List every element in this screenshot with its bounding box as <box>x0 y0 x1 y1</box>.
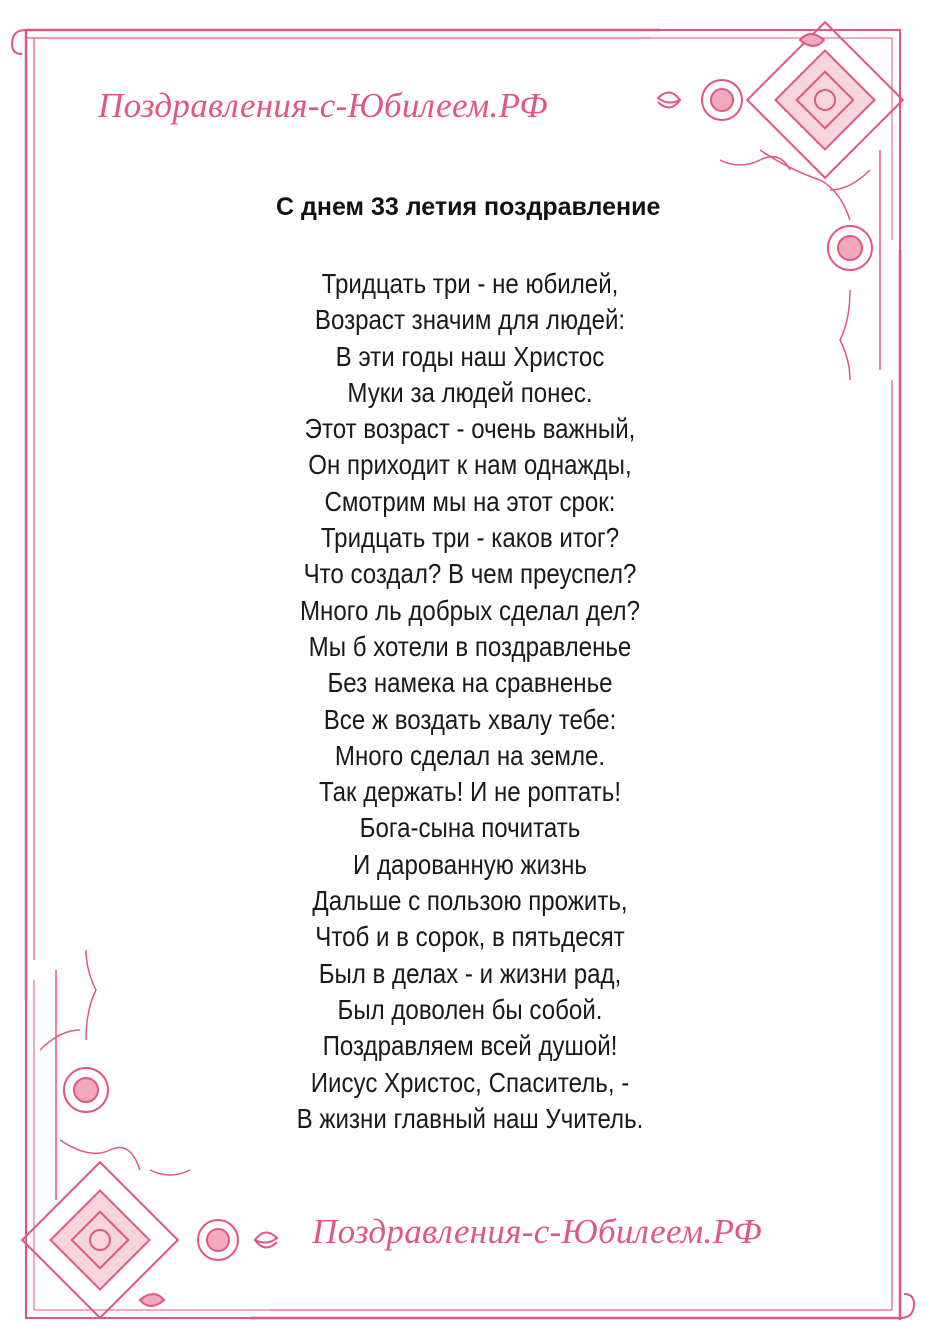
poem-line: Иисус Христос, Спаситель, - <box>310 1066 630 1098</box>
poem-line: Все ж воздать хвалу тебе: <box>323 703 617 735</box>
poem-line: Муки за людей понес. <box>347 376 593 408</box>
poem-line: Бога-сына почитать <box>359 812 581 844</box>
poem-line: В жизни главный наш Учитель. <box>296 1102 644 1134</box>
poem-line: Так держать! И не роптать! <box>318 776 622 808</box>
poem-line: Дальше с пользою прожить, <box>312 885 628 917</box>
poem-line: Мы б хотели в поздравленье <box>308 630 632 662</box>
poem-line: Смотрим мы на этот срок: <box>324 485 616 517</box>
poem-line: Возраст значим для людей: <box>314 304 626 336</box>
poem-line: Был доволен бы собой. <box>337 993 603 1025</box>
poem-line: И дарованную жизнь <box>353 848 587 880</box>
poem-line: Тридцать три - каков итог? <box>320 522 620 554</box>
poem-line: Много ль добрых сделал дел? <box>300 594 640 626</box>
poem-line: Без намека на сравненье <box>327 667 613 699</box>
poem-line: Чтоб и в сорок, в пятьдесят <box>315 921 625 953</box>
poem-line: Много сделал на земле. <box>334 739 606 771</box>
poem-line: Он приходит к нам однажды, <box>308 449 632 481</box>
poem-line: Был в делах - и жизни рад, <box>318 957 622 989</box>
poem-line: Что создал? В чем преуспел? <box>303 558 637 590</box>
site-watermark-top: Поздравления-с-Юбилеем.РФ <box>98 86 548 125</box>
site-watermark-bottom: Поздравления-с-Юбилеем.РФ <box>312 1212 762 1251</box>
poem-line: Этот возраст - очень важный, <box>304 413 636 445</box>
poem-line: Поздравляем всей душой! <box>322 1030 618 1062</box>
poem <box>66 266 874 1137</box>
poem-line: Тридцать три - не юбилей, <box>321 268 619 299</box>
page-title: С днем 33 летия поздравление <box>276 193 661 221</box>
poem-line: В эти годы наш Христос <box>335 340 605 372</box>
